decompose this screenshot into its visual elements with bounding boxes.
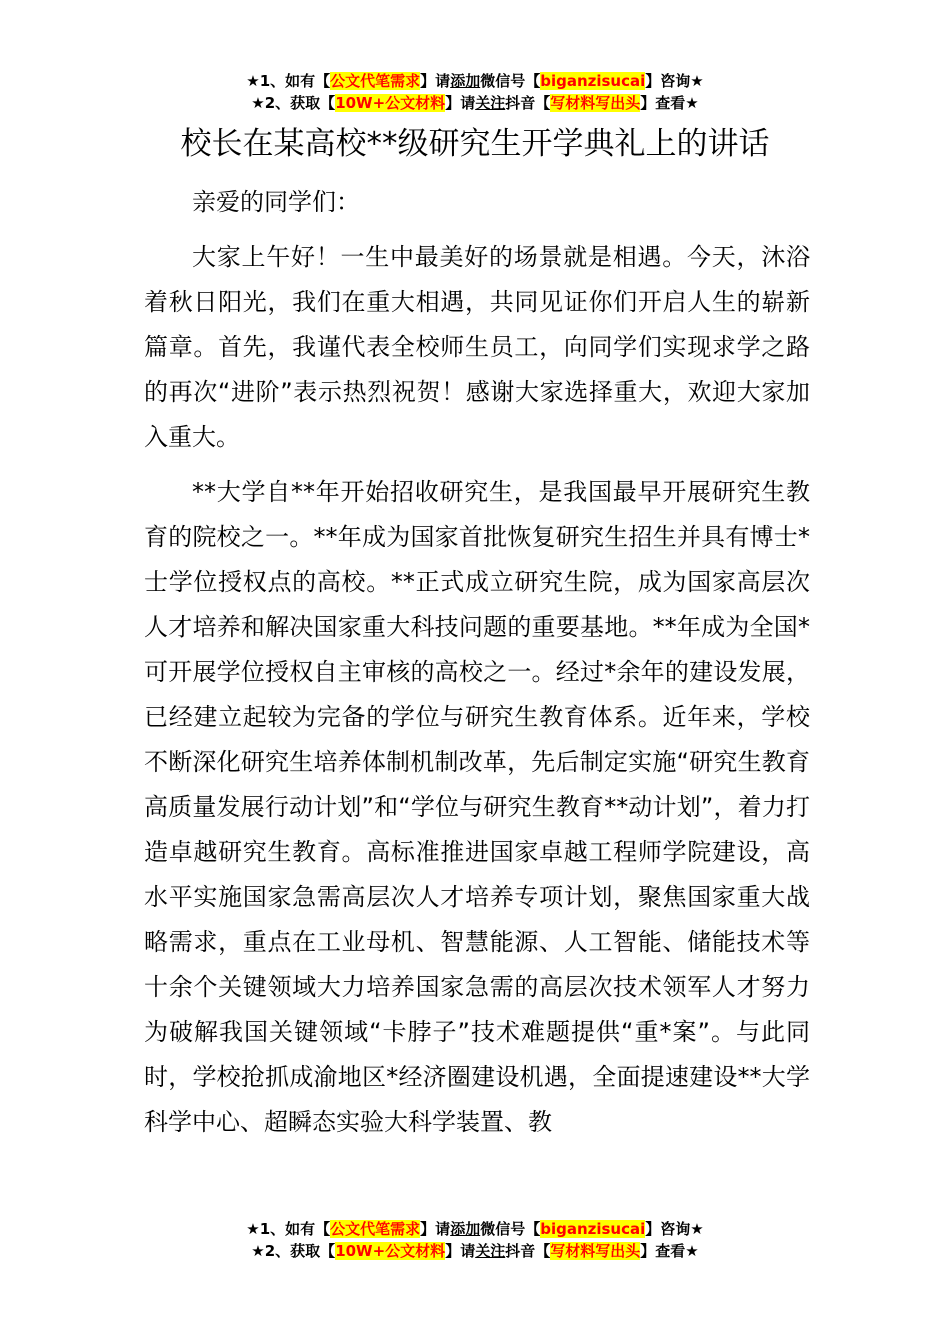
banner-underline: 关注	[475, 94, 506, 112]
banner-text: 】咨询★	[645, 1220, 704, 1238]
banner-text: 抖音【	[505, 94, 551, 112]
banner-highlight: 10W+公文材料	[335, 94, 446, 112]
banner-highlight: 公文代笔需求	[330, 1220, 421, 1238]
banner-underline: 添加	[450, 72, 481, 90]
banner-line-1	[0, 1218, 950, 1240]
banner-line-2	[0, 92, 950, 114]
banner-text: 】请	[420, 72, 451, 90]
banner-text: 微信号【	[480, 72, 541, 90]
banner-text: ★2、获取【	[251, 1242, 336, 1260]
banner-line-1	[0, 70, 950, 92]
banner-highlight: 写材料写出头	[550, 1242, 641, 1260]
banner-text: ★1、如有【	[246, 1220, 331, 1238]
banner-text: 】请	[445, 94, 476, 112]
banner-highlight: 写材料写出头	[550, 94, 641, 112]
paragraph: 大家上午好！一生中最美好的场景就是相遇。今天，沐浴着秋日阳光，我们在重大相遇，共同见证你们开启人生的崭新篇章。首先，我谨代表全校师生员工，向同学们实现求学之路的再次“进阶”表示热烈祝贺！感谢大家选择重大，欢迎大家加入重大。	[144, 243, 810, 451]
banner-highlight: biganzisucai	[540, 72, 646, 90]
banner-highlight: biganzisucai	[540, 1220, 646, 1238]
banner-text: 】请	[445, 1242, 476, 1260]
banner-line-2	[0, 1240, 950, 1262]
banner-text: 】咨询★	[645, 72, 704, 90]
document-body	[144, 180, 810, 1145]
paragraph: **大学自**年开始招收研究生，是我国最早开展研究生教育的院校之一。**年成为国家首批恢复研究生招生并具有博士*士学位授权点的高校。**正式成立研究生院，成为国家高层次人才培养和解决国家重大科技问题的重要基地。**年成为全国*可开展学位授权自主审核的高校之一。经过*余年的建设发展，已经建立起较为完备的学位与研究生教育体系。近年来，学校不断深化研究生培养体制机制改革，先后制定实施“研究生教育高质量发展行动计划”和“学位与研究生教育**动计划”，着力打造卓越研究生教育。高标准推进国家卓越工程师学院建设，高水平实施国家急需高层次人才培养专项计划，聚焦国家重大战略需求，重点在工业母机、智慧能源、人工智能、储能技术等十余个关键领域大力培养国家急需的高层次技术领军人才努力为破解我国关键领域“卡脖子”技术难题提供“重*案”。与此同时，学校抢抓成渝地区*经济圈建设机遇，全面提速建设**大学科学中心、超瞬态实验大科学装置、教	[144, 478, 810, 1136]
banner-text: 微信号【	[480, 1220, 541, 1238]
footer-banner	[0, 1218, 950, 1262]
banner-underline: 添加	[450, 1220, 481, 1238]
banner-underline: 关注	[475, 1242, 506, 1260]
banner-text: ★2、获取【	[251, 94, 336, 112]
greeting: 亲爱的同学们：	[192, 188, 360, 216]
banner-text: 】请	[420, 1220, 451, 1238]
document-title: 校长在某高校**级研究生开学典礼上的讲话	[180, 126, 770, 162]
banner-text: 抖音【	[505, 1242, 551, 1260]
banner-text: 】查看★	[640, 1242, 699, 1260]
banner-highlight: 10W+公文材料	[335, 1242, 446, 1260]
banner-highlight: 公文代笔需求	[330, 72, 421, 90]
banner-text: ★1、如有【	[246, 72, 331, 90]
header-banner	[0, 70, 950, 114]
banner-text: 】查看★	[640, 94, 699, 112]
